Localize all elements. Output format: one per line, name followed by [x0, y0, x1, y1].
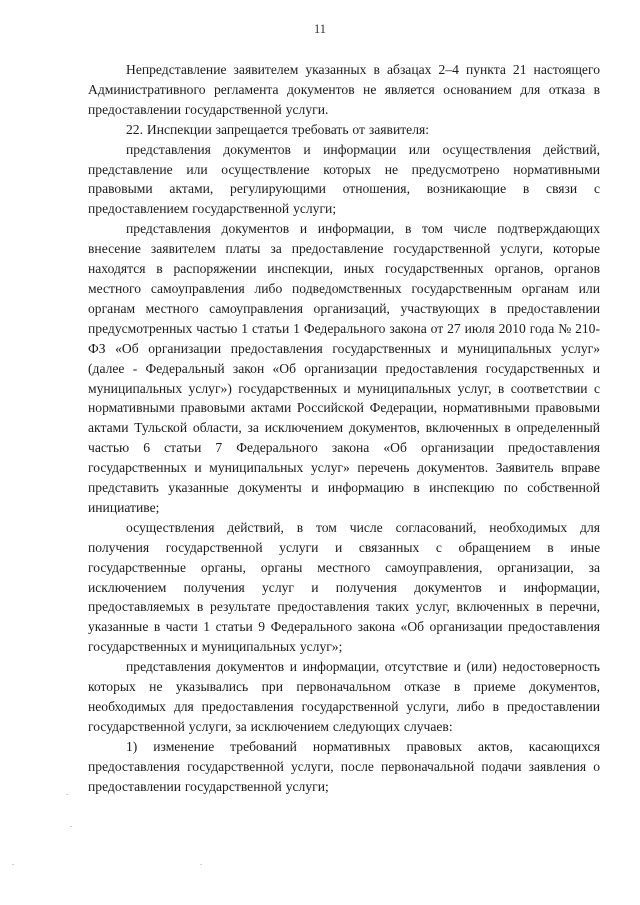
paragraph-exception-1: 1) изменение требований нормативных правовых актов, касающихся предоставления государственной услуги, после первоначальной подачи заявления о предоставлении государственной услуги; [88, 738, 600, 794]
scan-speck: . [200, 857, 203, 867]
paragraph-item-22-heading: 22. Инспекции запрещается требовать от заявителя: [126, 121, 430, 137]
scan-speck: . [66, 787, 69, 797]
page-number: 11 [313, 22, 327, 36]
paragraph-prohibition-approvals: осуществления действий, в том числе согласований, необходимых для получения государственной услуги и связанных с обращением в иные государственные органы, органы местного самоуправления, организации, за исключением получения услуг и получения документов и информации, предоставляемых в результате предоставления таких услуг, включенных в перечни, указанные в части 1 статьи 9 Федерального закона «Об организации предоставления государственных и муниципальных услуг»; [88, 519, 600, 655]
paragraph-prohibition-actions: представления документов и информации или осуществления действий, представление или осуществление которых не предусмотрено нормативными правовыми актами, регулирующими отношения, возникающие в связи с предоставлением государственной услуги; [88, 141, 600, 217]
paragraph-nonsubmission: Непредставление заявителем указанных в абзацах 2–4 пункта 21 настоящего Административного регламента документов не является основанием для отказа в предоставлении государственной услуги. [88, 62, 600, 117]
scan-speck: . [12, 857, 15, 867]
document-body [88, 60, 600, 797]
paragraph-prohibition-unreliable: представления документов и информации, отсутствие и (или) недостоверность которых не указывались при первоначальном отказе в приеме документов, необходимых для предоставления государственной услуги, либо в предоставлении государственной услуги, за исключением следующих случаев: [88, 659, 600, 734]
scan-speck: . [70, 819, 73, 829]
paragraph-prohibition-documents: представления документов и информации, в том числе подтверждающих внесение заявителем платы за предоставление государственной услуги, которые находятся в распоряжении инспекции, иных государственных органов, органов местного самоуправления либо подведомственных государственным органам или органам местного самоуправления организаций, участвующих в предоставлении предусмотренных частью 1 статьи 1 Федерального закона от 27 июля 2010 года № 210-ФЗ «Об организации предоставления государственных и муниципальных услуг» (далее - Федеральный закон «Об организации предоставления государственных и муниципальных услуг») государственных и муниципальных услуг, в соответствии с нормативными правовыми актами Российской Федерации, нормативными правовыми актами Тульской области, за исключением документов, включенных в определенный частью 6 статьи 7 Федерального закона «Об организации предоставления государственных и муниципальных услуг» перечень документов. Заявитель вправе представить указанные документы и информацию в инспекцию по собственной инициативе; [88, 221, 600, 515]
